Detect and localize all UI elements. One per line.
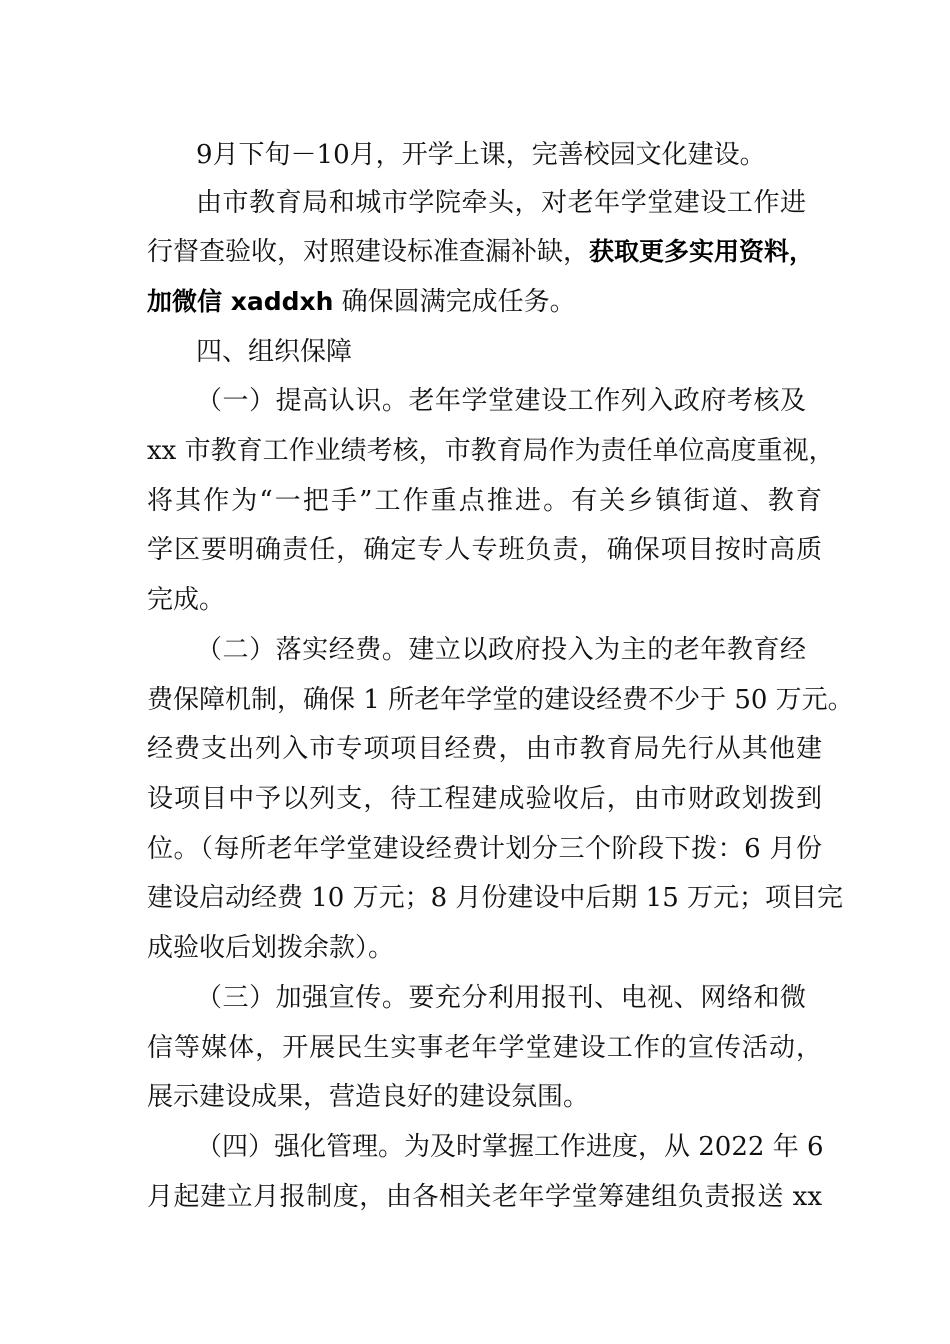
paragraph-line: 位。（每所老年学堂建设经费计划分三个阶段下拨：6 月份 [147, 834, 822, 864]
paragraph-line: 成验收后划拨余款）。 [147, 933, 395, 963]
paragraph-line: 由市教育局和城市学院牵头，对老年学堂建设工作进 [196, 188, 806, 218]
paragraph-line: 完成。 [147, 585, 226, 615]
paragraph-line: 经费支出列入市专项项目经费，由市教育局先行从其他建 [147, 734, 822, 764]
promo-text: 获取更多实用资料， [589, 237, 815, 266]
paragraph-line: 9月下旬－10月，开学上课，完善校园文化建设。 [196, 140, 766, 170]
paragraph-line: （四）强化管理。为及时掌握工作进度，从 2022 年 6 [196, 1132, 824, 1162]
paragraph-line: （三）加强宣传。要充分利用报刊、电视、网络和微 [196, 983, 806, 1013]
paragraph-line: 学区要明确责任，确定专人专班负责，确保项目按时高质 [147, 535, 822, 565]
paragraph-line: 建设启动经费 10 万元；8 月份建设中后期 15 万元；项目完 [147, 883, 844, 913]
paragraph-line: 将其作为“一把手”工作重点推进。有关乡镇街道、教育 [147, 486, 822, 516]
paragraph-line: 月起建立月报制度，由各相关老年学堂筹建组负责报送 xx [147, 1182, 822, 1212]
promo-text: 加微信 xaddxh [147, 287, 334, 316]
paragraph-text: 行督查验收，对照建设标准查漏补缺， [147, 237, 590, 267]
paragraph-line [147, 234, 814, 270]
paragraph-text: 确保圆满完成任务。 [333, 287, 576, 317]
paragraph-line: 展示建设成果，营造良好的建设氛围。 [147, 1082, 590, 1112]
paragraph-line: 设项目中予以列支，待工程建成验收后，由市财政划拨到 [147, 784, 822, 814]
paragraph-line: 信等媒体，开展民生实事老年学堂建设工作的宣传活动， [147, 1033, 822, 1063]
paragraph-line: （一）提高认识。老年学堂建设工作列入政府考核及 [196, 386, 806, 416]
section-heading: 四、组织保障 [196, 337, 353, 367]
paragraph-line: 费保障机制，确保 1 所老年学堂的建设经费不少于 50 万元。 [147, 685, 854, 715]
paragraph-line: xx 市教育工作业绩考核，市教育局作为责任单位高度重视， [147, 436, 835, 466]
paragraph-line [147, 284, 576, 320]
paragraph-line: （二）落实经费。建立以政府投入为主的老年教育经 [196, 635, 806, 665]
